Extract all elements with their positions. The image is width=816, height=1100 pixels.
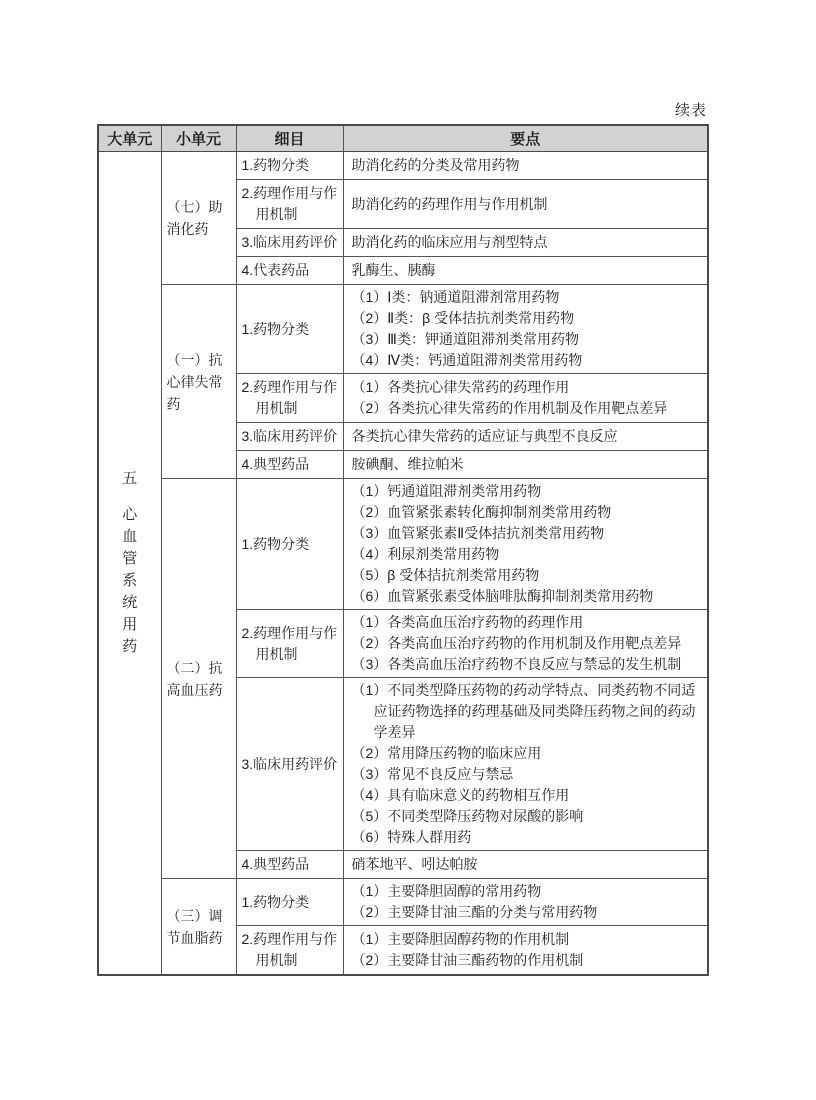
detail-item-cell: 1.药物分类 [236,879,343,926]
detail-item-cell: 1.药物分类 [236,479,343,610]
sub-unit-cell: （七）助消化药 [161,152,236,285]
detail-item-cell: 3.临床用药评价 [236,229,343,257]
key-points-cell [343,180,708,229]
detail-item-cell: 4.代表药品 [236,257,343,285]
key-point-line: （1）不同类型降压药物的药动学特点、同类药物不同适应证药物选择的药理基础及同类降压药物之间的药动学差异 [351,682,696,740]
key-point-line: （2）各类高血压治疗药物的作用机制及作用靶点差异 [351,635,682,651]
key-point-line: （2）常用降压药物的临床应用 [351,745,542,761]
detail-item-cell: 3.临床用药评价 [236,423,343,451]
key-point-line: （1）主要降胆固醇的常用药物 [351,883,542,899]
key-points-cell [343,152,708,180]
major-unit-char: 用 [122,616,138,633]
major-unit-char: 药 [122,638,138,655]
key-point-line: 各类抗心律失常药的适应证与典型不良反应 [351,428,618,444]
major-unit-cell [98,152,161,976]
detail-item-cell: 2.药理作用与作用机制 [236,926,343,976]
key-point-line: （5）β 受体拮抗剂类常用药物 [351,567,540,583]
detail-item-cell: 1.药物分类 [236,285,343,374]
key-points-cell [343,423,708,451]
key-points-cell [343,926,708,976]
header-row [98,125,708,152]
detail-item-cell: 4.典型药品 [236,851,343,879]
key-point-line: 助消化药的药理作用与作用机制 [351,195,548,212]
key-points-cell [343,451,708,479]
key-point-line: （3）血管紧张素Ⅱ受体拮抗剂类常用药物 [351,525,605,541]
key-point-line: （2）各类抗心律失常药的作用机制及作用靶点差异 [351,400,668,416]
key-point-line: （2）Ⅱ类：β 受体拮抗剂类常用药物 [351,310,575,326]
detail-item-cell: 1.药物分类 [236,152,343,180]
major-unit-char: 心 [122,506,138,523]
detail-item-cell: 2.药理作用与作用机制 [236,610,343,678]
major-unit-number: 五 [122,470,138,487]
key-point-line: （1）主要降胆固醇药物的作用机制 [351,931,570,947]
key-point-line: （4）具有临床意义的药物相互作用 [351,787,570,803]
syllabus-table [97,124,709,976]
col-header-major-unit: 大单元 [98,125,161,152]
key-point-line: （1）各类抗心律失常药的药理作用 [351,379,570,395]
major-unit-char: 管 [122,550,138,567]
col-header-detail: 细目 [236,125,343,152]
key-points-cell [343,479,708,610]
major-unit-vertical-label [122,468,137,658]
key-point-line: （3）常见不良反应与禁忌 [351,766,514,782]
key-point-line: （1）各类高血压治疗药物的药理作用 [351,614,584,630]
col-header-sub-unit: 小单元 [161,125,236,152]
sub-unit-cell: （二）抗高血压药 [161,479,236,879]
key-point-line: （6）血管紧张素受体脑啡肽酶抑制剂类常用药物 [351,588,654,604]
key-point-line: （5）不同类型降压药物对尿酸的影响 [351,808,584,824]
major-unit-char: 系 [122,572,138,589]
key-point-line: （1）Ⅰ类：钠通道阻滞剂常用药物 [351,289,560,305]
table-row [98,879,708,926]
detail-item-cell: 3.临床用药评价 [236,678,343,851]
detail-item-cell: 2.药理作用与作用机制 [236,374,343,423]
major-unit-char: 统 [122,594,138,611]
table-row [98,479,708,610]
continued-table-label: 续表 [674,102,707,119]
key-points-cell [343,678,708,851]
key-point-line: （4）利尿剂类常用药物 [351,546,500,562]
key-point-line: （2）主要降甘油三酯药物的作用机制 [351,952,584,968]
sub-unit-cell: （三）调节血脂药 [161,879,236,976]
table-row [98,285,708,374]
key-points-cell [343,610,708,678]
key-point-line: （2）主要降甘油三酯的分类与常用药物 [351,904,598,920]
key-points-cell [343,851,708,879]
key-point-line: 胺碘酮、维拉帕米 [351,456,464,472]
table-header [98,125,708,152]
major-unit-gap [122,490,137,504]
key-point-line: （2）血管紧张素转化酶抑制剂类常用药物 [351,504,612,520]
detail-item-cell: 4.典型药品 [236,451,343,479]
key-points-cell [343,229,708,257]
table-row [98,152,708,180]
col-header-key-points: 要点 [343,125,708,152]
key-point-line: 助消化药的分类及常用药物 [351,157,520,173]
key-point-line: （4）Ⅳ类：钙通道阻滞剂类常用药物 [351,352,583,368]
key-point-line: （3）Ⅲ类：钾通道阻滞剂类常用药物 [351,331,579,347]
major-unit-char: 血 [122,528,138,545]
key-points-cell [343,285,708,374]
key-point-line: （1）钙通道阻滞剂类常用药物 [351,483,542,499]
key-points-cell [343,257,708,285]
key-point-line: 硝苯地平、吲达帕胺 [351,856,478,872]
table-body [98,152,708,976]
key-point-line: 助消化药的临床应用与剂型特点 [351,234,548,250]
sub-unit-cell: （一）抗心律失常药 [161,285,236,479]
key-point-line: （6）特殊人群用药 [351,829,472,845]
key-point-line: 乳酶生、胰酶 [351,262,436,278]
detail-item-cell: 2.药理作用与作用机制 [236,180,343,229]
key-points-cell [343,879,708,926]
key-point-line: （3）各类高血压治疗药物不良反应与禁忌的发生机制 [351,656,682,672]
key-points-cell [343,374,708,423]
